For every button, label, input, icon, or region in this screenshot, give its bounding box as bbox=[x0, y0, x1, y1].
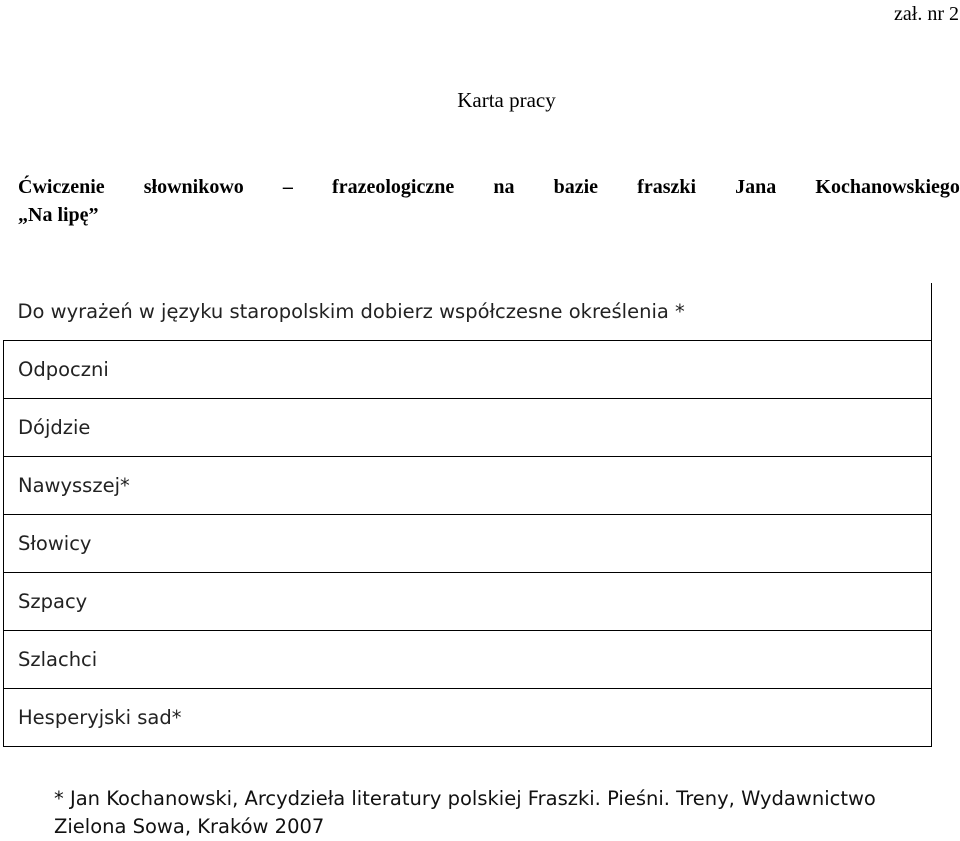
table-row bbox=[4, 341, 932, 399]
title-word: Jana bbox=[735, 176, 777, 198]
title-word: na bbox=[493, 176, 515, 198]
title-word: słownikowo bbox=[143, 176, 244, 198]
table-row bbox=[4, 457, 932, 515]
word-cell: Szpacy bbox=[4, 573, 932, 631]
title-word: bazie bbox=[553, 176, 599, 198]
title-word: frazeologiczne bbox=[332, 176, 455, 198]
title-word: fraszki bbox=[637, 176, 697, 198]
table-instruction: Do wyrażeń w języku staropolskim dobierz współczesne określenia * bbox=[4, 283, 932, 341]
table-header-row bbox=[4, 283, 932, 341]
table-row bbox=[4, 573, 932, 631]
word-cell: Dójdzie bbox=[4, 399, 932, 457]
word-cell: Nawysszej* bbox=[4, 457, 932, 515]
footnote-line: * Jan Kochanowski, Arcydzieła literatury polskiej Fraszki. Pieśni. Treny, Wydawnictwo bbox=[54, 787, 876, 810]
table-row bbox=[4, 689, 932, 747]
exercise-title-line bbox=[18, 173, 960, 201]
footnote-line: Zielona Sowa, Kraków 2007 bbox=[54, 815, 325, 838]
attachment-number: zał. nr 2 bbox=[894, 3, 959, 25]
word-table bbox=[3, 283, 932, 747]
exercise-subtitle: „Na lipę” bbox=[18, 204, 99, 226]
title-word: – bbox=[282, 176, 293, 198]
title-word: Ćwiczenie bbox=[18, 176, 105, 198]
word-cell: Szlachci bbox=[4, 631, 932, 689]
footnote bbox=[54, 785, 954, 841]
table-row bbox=[4, 631, 932, 689]
word-cell: Odpoczni bbox=[4, 341, 932, 399]
sheet-title: Karta pracy bbox=[457, 88, 556, 112]
title-word: Kochanowskiego bbox=[815, 176, 960, 198]
exercise-title bbox=[18, 173, 960, 229]
word-cell: Słowicy bbox=[4, 515, 932, 573]
table-row bbox=[4, 515, 932, 573]
table-row bbox=[4, 399, 932, 457]
word-cell: Hesperyjski sad* bbox=[4, 689, 932, 747]
